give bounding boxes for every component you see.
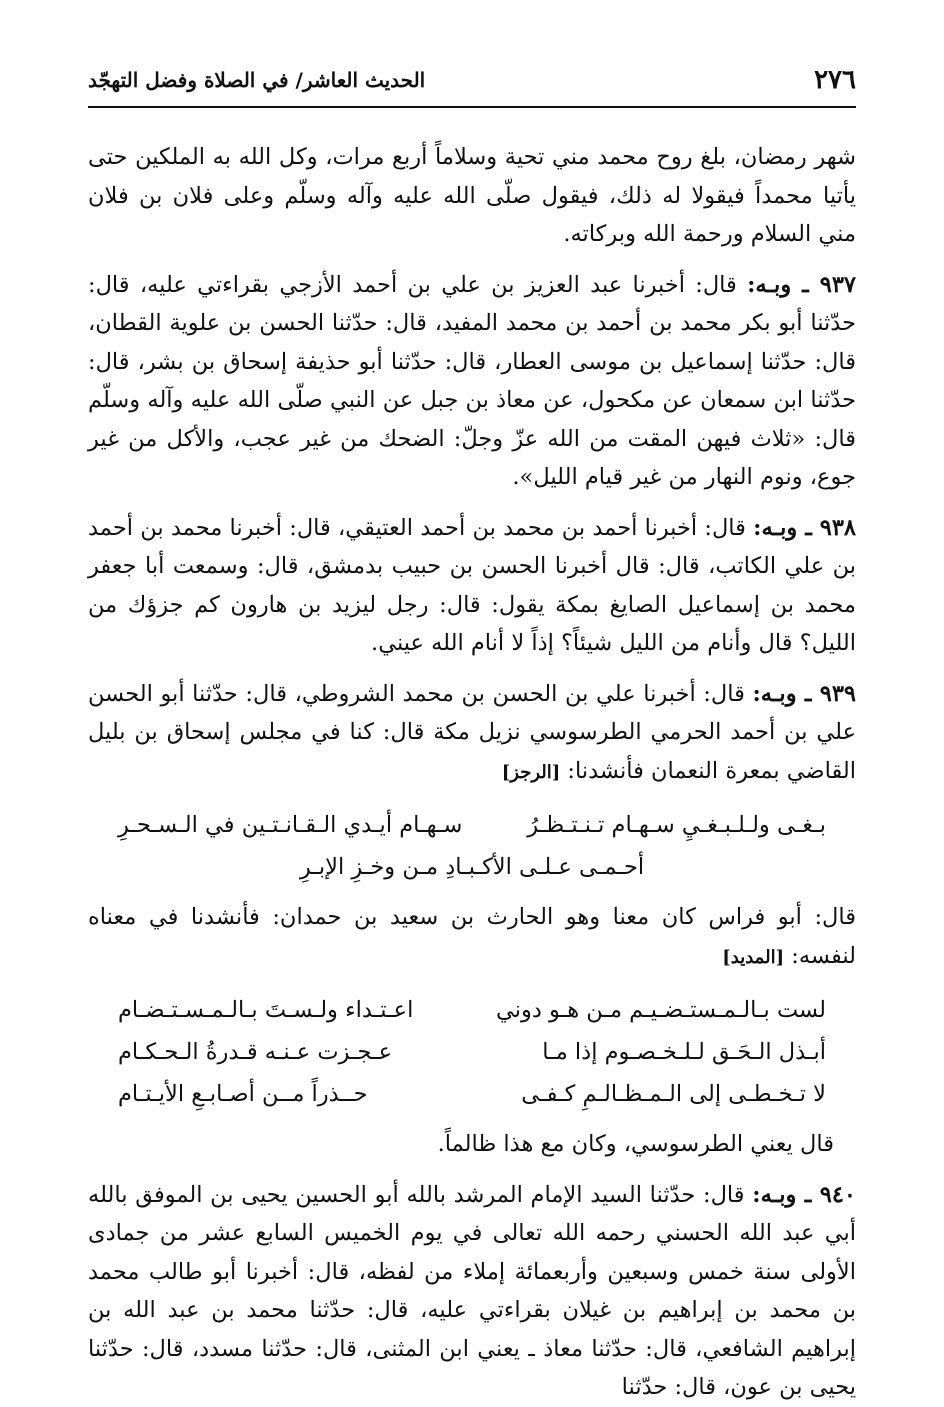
paragraph-abu-firas [88, 898, 856, 977]
hadith-939 [88, 675, 856, 793]
paragraph-text: قال: أخبرنا علي بن الحسن بن محمد الشروطي، قال: حدّثنا أبو الحسن علي بن أحمد الحرمي الطرسوسي نزيل مكة قال: كنا في مجلس إسحاق بن بليل القاضي بمعرة النعمان فأنشدنا: [88, 680, 856, 784]
hemistich-second: حــذراً مــن أصـابـعِ الأيـتـام [118, 1081, 368, 1107]
hadith-937 [88, 266, 856, 497]
poem-rajaz [88, 804, 856, 888]
paragraph-text: شهر رمضان، بلغ روح محمد مني تحية وسلاماً أربع مرات، وكل الله به الملكين حتى يأتيا محمداً فيقولا له ذلك، فيقول صلّى الله عليه وآله وسلّم وعلى فلان بن فلان مني السلام ورحمة الله وبركاته. [88, 144, 856, 247]
paragraph-text: قال: أخبرنا أحمد بن محمد بن أحمد العتيقي، قال: أخبرنا محمد بن أحمد بن علي الكاتب، قال: قال أخبرنا الحسن بن حبيب بدمشق، قال: وسمعت أبا جعفر محمد بن إسماعيل الصايغ بمكة يقول: قال: رجل ليزيد بن هارون كم جزؤك من الليل؟ قال وأنام من الليل شيئاً؟ إذاً لا أنام الله عيني. [88, 514, 856, 656]
verse-line [88, 1031, 856, 1073]
hemistich-second: عـجـزت عـنـه قـدرةُ الـحـكـام [118, 1039, 393, 1065]
chapter-title: الحديث العاشر/ في الصلاة وفضل التهجّد [88, 68, 426, 92]
verse-line [88, 1073, 856, 1115]
hemistich-second: اعـتـداء ولـسـتَ بـالـمـسـتـضـام [118, 997, 414, 1023]
paragraph-text: قال يعني الطرسوسي، وكان مع هذا ظالماً. [437, 1131, 834, 1157]
paragraph-continuation [88, 138, 856, 254]
hemistich-first: أبـذل الـحَـق لـلـخـصـوم إذا مـا [542, 1039, 826, 1065]
hemistich-first: أحـمـى عـلـى الأكـبـادِ مـن وخـزِ الإبـرِ [299, 854, 645, 880]
hadith-number: ٩٣٨ ـ وبـه: [753, 514, 856, 541]
page-body [88, 138, 856, 1407]
hemistich-second: سـهـام أيـدي الـقـانـتـين في الـسـحـرِ [118, 812, 463, 838]
meter-tag: [المديد] [722, 946, 785, 968]
hemistich-first: بـغـى ولـلـبـغـيِ سـهـام تـنـتـظـرُ [527, 812, 826, 838]
paragraph-text: قال: أخبرنا عبد العزيز بن علي بن أحمد الأزجي بقراءتي عليه، قال: حدّثنا أبو بكر محمد بن أحمد بن محمد المفيد، قال: حدّثنا الحسن بن علوية القطان، قال: حدّثنا إسماعيل بن موسى العطار، قال: حدّثنا أبو حذيفة إسحاق بن بشر، قال: حدّثنا ابن سمعان عن مكحول، عن معاذ بن جبل عن النبي صلّى الله عليه وآله وسلّم قال: «ثلاث فيهن المقت من الله عزّ وجلّ: الضحك من غير عجب، والأكل من غير جوع، ونوم النهار من غير قيام الليل». [88, 271, 856, 490]
paragraph-after-poem [88, 1125, 856, 1164]
hadith-number: ٩٤٠ ـ وبـه: [752, 1181, 856, 1208]
page-number: ٢٧٦ [814, 65, 856, 95]
hadith-number: ٩٣٧ ـ وبـه: [747, 271, 856, 298]
verse-line [88, 846, 856, 888]
verse-line [88, 804, 856, 846]
paragraph-text: قال: أبو فراس كان معنا وهو الحارث بن سعيد بن حمدان: فأنشدنا في معناه لنفسه: [88, 904, 856, 969]
running-header [88, 58, 856, 108]
meter-tag: [الرجز] [501, 761, 561, 783]
paragraph-text: قال: حدّثنا السيد الإمام المرشد بالله أبو الحسين يحيى بن الموفق بالله أبي عبد الله الحسني رحمه الله تعالى في يوم الخميس السابع عشر من جمادى الأولى سنة خمس وسبعين وأربعمائة إملاء من لفظه، قال: أخبرنا أبو طالب محمد بن محمد بن إبراهيم بن غيلان بقراءتي عليه، قال: حدّثنا محمد بن عبد الله بن إبراهيم الشافعي، قال: حدّثنا معاذ ـ يعني ابن المثنى، قال: حدّثنا مسدد، قال: حدّثنا يحيى بن عون، قال: حدّثنا [88, 1181, 856, 1400]
verse-line [88, 989, 856, 1031]
hadith-938 [88, 509, 856, 663]
poem-madid [88, 989, 856, 1115]
hadith-number: ٩٣٩ ـ وبـه: [752, 680, 856, 707]
hemistich-first: لست بـالـمـستـضـيـم مـن هـو دوني [495, 997, 826, 1023]
hadith-940 [88, 1176, 856, 1407]
hemistich-first: لا تـخـطـى إلى الـمـظـالـمِ كـفـى [521, 1081, 826, 1107]
